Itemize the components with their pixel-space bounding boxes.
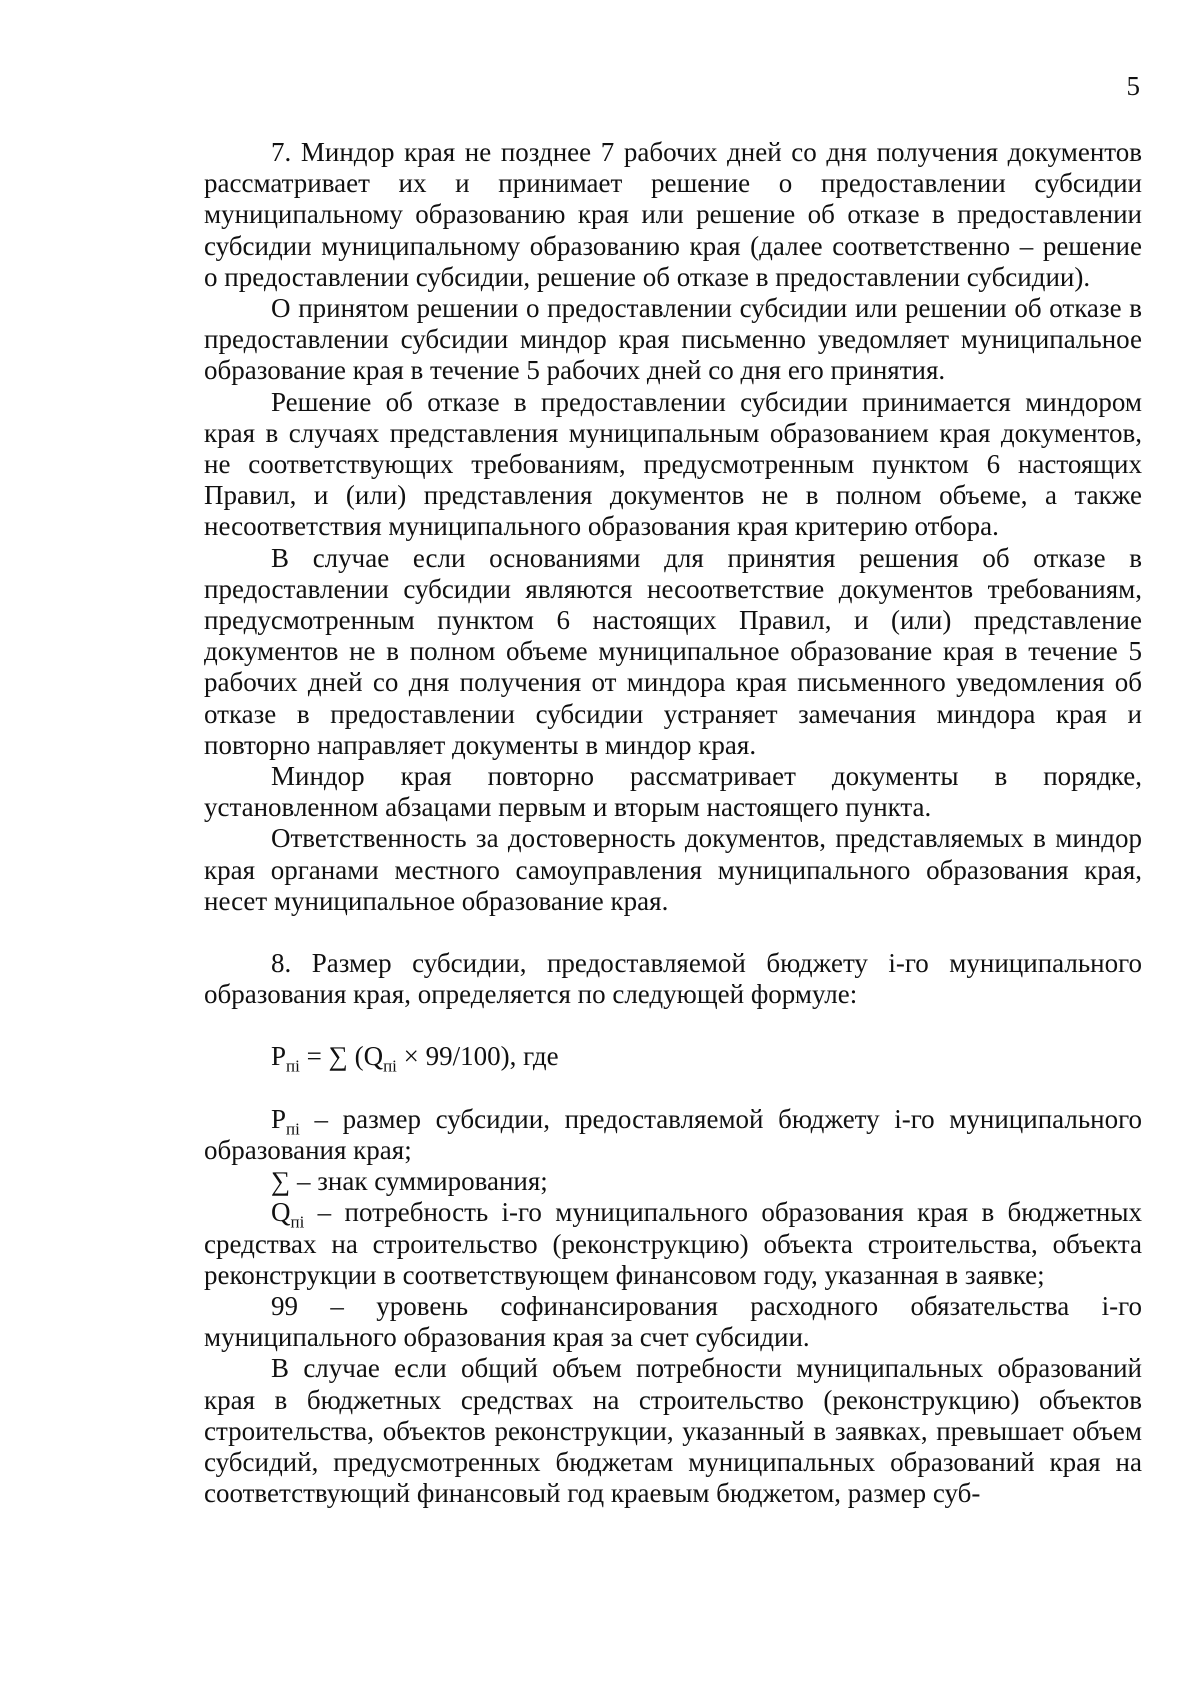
section-7-paragraph-6: Ответственность за достоверность документов, представляемых в миндор края органами местного самоуправления муниципального образования края, несет муниципальное образование края. xyxy=(204,823,1142,916)
section-7-paragraph-4: В случае если основаниями для принятия решения об отказе в предоставлении субсидии являются несоответствие документов требованиям, предусмотренным пунктом 6 настоящих Правил, и (или) представление документов не в полном объеме муниципальное образование края в течение 5 рабочих дней со дня получения от миндора края письменного уведомления об отказе в предоставлении субсидии устраняет замечания миндора края и повторно направляет документы в миндор края. xyxy=(204,542,1142,760)
subsidy-formula xyxy=(204,1041,1142,1076)
formula-q-symbol: Q xyxy=(363,1041,384,1072)
section-8-intro: 8. Размер субсидии, предоставляемой бюджету i-го муниципального образования края, определяется по следующей формуле: xyxy=(204,948,1142,1010)
definition-p xyxy=(204,1104,1142,1166)
definition-q-symbol: Q xyxy=(271,1197,291,1228)
definition-q xyxy=(204,1197,1142,1291)
formula-p-subscript: пi xyxy=(286,1056,300,1076)
definition-p-text: – размер субсидии, предоставляемой бюджету i-го муниципального образования края; xyxy=(204,1103,1142,1165)
section-7-paragraph-5: Миндор края повторно рассматривает документы в порядке, установленном абзацами первым и вторым настоящего пункта. xyxy=(204,761,1142,823)
section-7-paragraph-2: О принятом решении о предоставлении субсидии или решении об отказе в предоставлении субсидии миндор края письменно уведомляет муниципальное образование края в течение 5 рабочих дней со дня его принятия. xyxy=(204,293,1142,386)
definition-sum: ∑ – знак суммирования; xyxy=(271,1166,548,1197)
formula-tail: × 99/100), где xyxy=(396,1041,559,1072)
formula-equals-sum: = ∑ ( xyxy=(299,1041,364,1072)
section-7-paragraph-1: 7. Миндор края не позднее 7 рабочих дней со дня получения документов рассматривает их и принимает решение о предоставлении субсидии муниципальному образованию края или решение об отказе в предоставлении субсидии муниципальному образованию края (далее соответственно – решение о предоставлении субсидии, решение об отказе в предоставлении субсидии). xyxy=(204,137,1142,292)
section-spacer xyxy=(204,917,1142,948)
formula-spacer-bottom xyxy=(204,1073,1142,1104)
definition-q-subscript: пi xyxy=(290,1212,305,1232)
final-paragraph: В случае если общий объем потребности муниципальных образований края в бюджетных средствах на строительство (реконструкцию) объектов строительства, объектов реконструкции, указанный в заявках, превышает объем субсидий, предусмотренных бюджетам муниципальных образований края на соответствующий финансовый год краевым бюджетом, размер суб- xyxy=(204,1353,1142,1509)
formula-spacer-top xyxy=(204,1010,1142,1041)
formula-p-symbol: P xyxy=(271,1041,287,1072)
page-number: 5 xyxy=(1126,71,1140,101)
formula-q-subscript: пi xyxy=(383,1056,397,1076)
definition-p-symbol: P xyxy=(271,1103,287,1134)
definition-p-subscript: пi xyxy=(286,1119,300,1139)
definition-q-text: – потребность i-го муниципального образования края в бюджетных средствах на строительство (реконструкцию) объекта строительства, объекта реконструкции в соответствующем финансовом году, указанная в заявке; xyxy=(204,1197,1142,1290)
document-body xyxy=(204,137,1142,1509)
definition-99: 99 – уровень софинансирования расходного обязательства i-го муниципального образования края за счет субсидии. xyxy=(204,1290,1142,1353)
section-7-paragraph-3: Решение об отказе в предоставлении субсидии принимается миндором края в случаях представления муниципальным образованием края документов, не соответствующих требованиям, предусмотренным пунктом 6 настоящих Правил, и (или) представления документов не в полном объеме, а также несоответствия муниципального образования края критерию отбора. xyxy=(204,386,1142,542)
